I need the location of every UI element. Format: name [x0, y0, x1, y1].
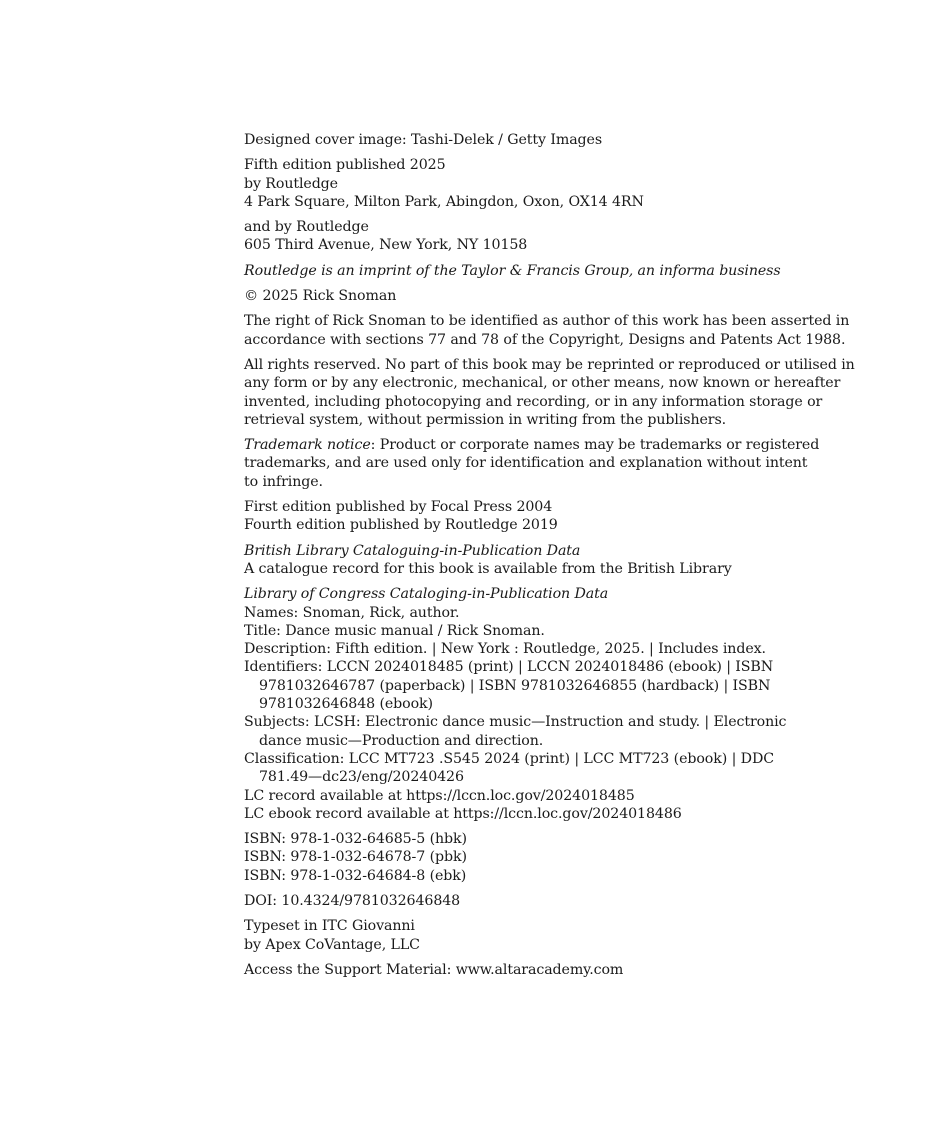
rights-reserved-line: invented, including photocopying and recording, or in any information storage or: [244, 393, 823, 410]
edition-line: Fourth edition published by Routledge 2019: [244, 517, 558, 534]
trademark-notice: [244, 436, 820, 491]
typeset-line: by Apex CoVantage, LLC: [244, 936, 420, 953]
doi-text: DOI: 10.4324/9781032646848: [244, 892, 461, 909]
library-of-congress-cip: [244, 585, 814, 823]
publisher-line: Fifth edition published 2025: [244, 157, 446, 174]
edition-line: First edition published by Focal Press 2004: [244, 499, 553, 516]
british-library-text: A catalogue record for this book is available from the British Library: [244, 560, 732, 577]
typeset-credit: [244, 917, 814, 954]
publisher-us-line: and by Routledge: [244, 219, 369, 236]
moral-rights: [244, 312, 850, 349]
rights-reserved-line: any form or by any electronic, mechanical, or other means, now known or hereafter: [244, 375, 841, 392]
rights-reserved-line: All rights reserved. No part of this book may be reprinted or reproduced or utilised in: [244, 356, 855, 373]
cover-credit: [244, 131, 814, 149]
copyright-page: [244, 131, 855, 986]
british-library-cip: [244, 542, 814, 579]
loc-entry: Classification: LCC MT723 .S545 2024 (print) | LCC MT723 (ebook) | DDC 781.49—dc23/eng/20240426: [244, 750, 774, 786]
publisher-us: [244, 218, 814, 255]
loc-entry: Title: Dance music manual / Rick Snoman.: [244, 622, 545, 639]
edition-history: [244, 498, 814, 535]
rights-reserved: [244, 356, 855, 429]
publisher-line: by Routledge: [244, 175, 338, 192]
isbn-hbk: ISBN: 978-1-032-64685-5 (hbk): [244, 831, 467, 848]
loc-heading: Library of Congress Cataloging-in-Publication Data: [244, 586, 609, 603]
typeset-line: Typeset in ITC Giovanni: [244, 918, 415, 935]
doi: [244, 892, 814, 910]
isbn-ebk: ISBN: 978-1-032-64684-8 (ebk): [244, 867, 467, 884]
imprint-note: [244, 262, 814, 280]
loc-entry: Identifiers: LCCN 2024018485 (print) | LCCN 2024018486 (ebook) | ISBN 9781032646787 (paperback) | ISBN 9781032646855 (hardback) | ISBN 9781032646848 (ebook): [244, 659, 774, 713]
rights-reserved-line: retrieval system, without permission in writing from the publishers.: [244, 411, 727, 428]
publisher-us-address: 605 Third Avenue, New York, NY 10158: [244, 237, 528, 254]
support-material: [244, 961, 814, 979]
british-library-heading: British Library Cataloguing-in-Publication Data: [244, 542, 581, 559]
copyright-text: © 2025 Rick Snoman: [244, 288, 397, 305]
publisher-uk: [244, 156, 814, 211]
trademark-line: trademarks, and are used only for identification and explanation without intent: [244, 455, 808, 472]
loc-ebook-record-link: LC ebook record available at https://lccn.loc.gov/2024018486: [244, 805, 682, 822]
publisher-address: 4 Park Square, Milton Park, Abingdon, Oxon, OX14 4RN: [244, 193, 644, 210]
isbn-pbk: ISBN: 978-1-032-64678-7 (pbk): [244, 849, 467, 866]
loc-entry: Subjects: LCSH: Electronic dance music—Instruction and study. | Electronic dance music—Production and direction.: [244, 714, 787, 749]
cover-credit-text: Designed cover image: Tashi-Delek / Getty Images: [244, 132, 603, 148]
moral-rights-line: accordance with sections 77 and 78 of the Copyright, Designs and Patents Act 1988.: [244, 331, 846, 348]
trademark-text: : Product or corporate names may be trademarks or registered: [370, 437, 820, 454]
loc-entry: Description: Fifth edition. | New York : Routledge, 2025. | Includes index.: [244, 641, 766, 658]
imprint-note-text: Routledge is an imprint of the Taylor & Francis Group, an informa business: [244, 262, 781, 279]
copyright-notice: [244, 287, 814, 305]
trademark-line: to infringe.: [244, 473, 323, 490]
trademark-line: [244, 436, 820, 454]
isbn-list: [244, 830, 814, 885]
support-material-text: Access the Support Material: www.altaracademy.com: [244, 961, 624, 978]
loc-entry: Names: Snoman, Rick, author.: [244, 604, 460, 621]
trademark-label: Trademark notice: [244, 437, 371, 454]
moral-rights-line: The right of Rick Snoman to be identified as author of this work has been asserted in: [244, 313, 850, 330]
loc-record-link: LC record available at https://lccn.loc.gov/2024018485: [244, 787, 635, 804]
